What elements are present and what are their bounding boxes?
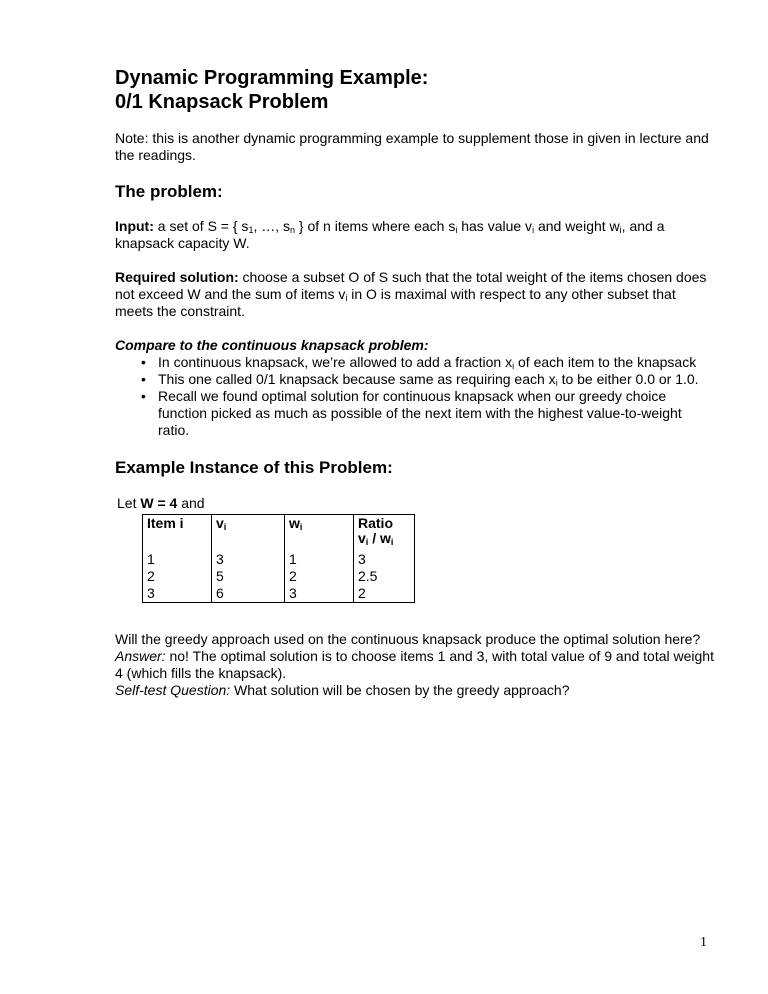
list-item: • Recall we found optimal solution for continuous knapsack when our greedy choice function picked as much as possible of the next item with the highest value-to-weight ratio. [158, 388, 715, 439]
page-number: 1 [700, 935, 707, 950]
compare-list [115, 354, 715, 439]
table-cell: 5 [212, 568, 285, 585]
compare-heading: Compare to the continuous knapsack problem: [115, 337, 429, 353]
table-cell: 1 [285, 551, 354, 568]
let-line: Let W = 4 and [117, 495, 205, 511]
header-ratio: Ratio $v_i / w_i$ [354, 515, 415, 552]
items-table [142, 514, 415, 603]
problem-heading: The problem: [115, 182, 223, 201]
header-item: Item i [143, 515, 212, 552]
table-cell: 2 [354, 585, 415, 603]
header-value: $v_i$ [212, 515, 285, 552]
table-row [143, 551, 415, 568]
input-paragraph: Input: a set of S = { $s_1$, …, $s_n$ } of n items where each $s_i$ has value $v_i$ and weight $w_i$, and a knapsack capacity W. [115, 218, 665, 251]
table-cell: 6 [212, 585, 285, 603]
table-cell: 3 [143, 585, 212, 603]
table-cell: 1 [143, 551, 212, 568]
document-page [115, 66, 715, 699]
required-label: Required solution: [115, 269, 239, 285]
input-label: Input: [115, 218, 154, 234]
self-test-paragraph: Self-test Question: What solution will be chosen by the greedy approach? [115, 682, 570, 698]
list-item: • This one called 0/1 knapsack because same as requiring each $x_i$ to be either 0.0 or 1.0. [158, 371, 715, 388]
table-row [143, 568, 415, 585]
table-cell: 2.5 [354, 568, 415, 585]
required-solution-paragraph: Required solution: choose a subset O of S such that the total weight of the items chosen does not exceed W and the sum of items $v_i$ in O is maximal with respect to any other subset that meets the constraint. [115, 269, 707, 319]
table-cell: 3 [285, 585, 354, 603]
title-line-2: 0/1 Knapsack Problem [115, 91, 329, 113]
title-line-1: Dynamic Programming Example: [115, 67, 429, 89]
header-weight: $w_i$ [285, 515, 354, 552]
list-item: • In continuous knapsack, we’re allowed to add a fraction $x_i$ of each item to the knapsack [158, 354, 715, 371]
answer-label: Answer: [115, 648, 166, 664]
document-title [115, 66, 715, 114]
self-test-label: Self-test Question: [115, 682, 231, 698]
table-row [143, 585, 415, 603]
table-cell: 3 [212, 551, 285, 568]
table-header-row [143, 515, 415, 552]
table-cell: 3 [354, 551, 415, 568]
greedy-question: Will the greedy approach used on the continuous knapsack produce the optimal solution here? [115, 631, 701, 647]
answer-paragraph: Answer: no! The optimal solution is to choose items 1 and 3, with total value of 9 and total weight 4 (which fills the knapsack). [115, 648, 714, 681]
table-cell: 2 [285, 568, 354, 585]
intro-note: Note: this is another dynamic programming example to supplement those in given in lecture and the readings. [115, 130, 709, 163]
table-cell: 2 [143, 568, 212, 585]
example-heading: Example Instance of this Problem: [115, 458, 393, 477]
